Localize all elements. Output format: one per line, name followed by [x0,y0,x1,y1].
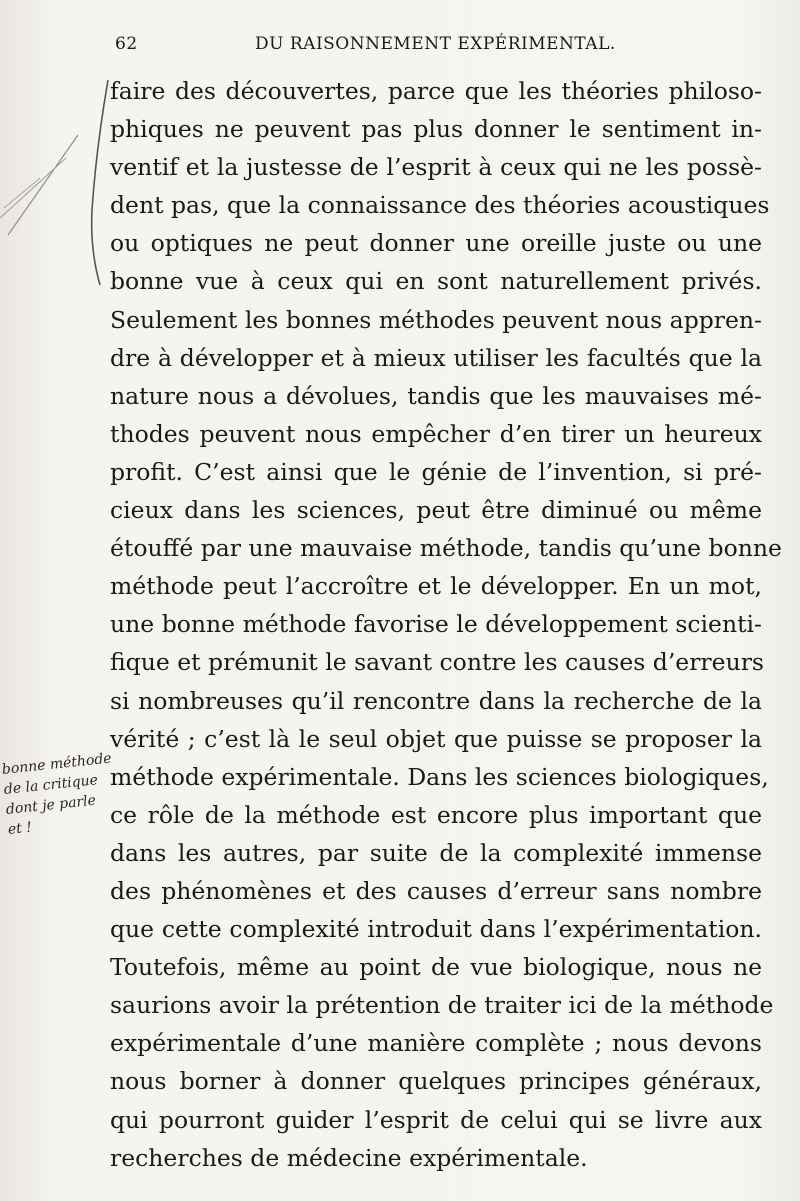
pencil-marks [0,60,120,290]
margin-note-line: et ! [7,819,33,838]
text-line: cieux dans les sciences, peut être diminué ou même [110,496,762,525]
text-line: si nombreuses qu’il rencontre dans la recherche de la [110,686,762,715]
page-header [115,34,760,58]
text-line: fique et prémunit le savant contre les causes d’erreurs [110,648,764,677]
text-line: phiques ne peuvent pas plus donner le sentiment in- [110,115,762,144]
text-line: nature nous a dévolues, tandis que les mauvaises mé- [110,381,762,410]
text-line: étouffé par une mauvaise méthode, tandis qu’une bonne [110,534,782,563]
text-line: dans les autres, par suite de la complexité immense [110,838,762,867]
text-line: ou optiques ne peut donner une oreille juste ou une [110,229,762,258]
text-line: ce rôle de la méthode est encore plus important que [110,800,762,829]
text-line: Toutefois, même au point de vue biologique, nous ne [110,953,762,982]
text-line: recherches de médecine expérimentale. [110,1143,588,1172]
text-line: méthode peut l’accroître et le développer. En un mot, [110,572,762,601]
text-line: profit. C’est ainsi que le génie de l’invention, si pré- [110,457,762,486]
page-number: 62 [115,34,138,54]
text-line: saurions avoir la prétention de traiter ici de la méthode [110,991,774,1020]
text-line: bonne vue à ceux qui en sont naturellement privés. [110,267,762,296]
text-line: que cette complexité introduit dans l’expérimentation. [110,915,762,944]
text-line: thodes peuvent nous empêcher d’en tirer un heureux [110,419,762,448]
text-line: qui pourront guider l’esprit de celui qui se livre aux [110,1105,762,1134]
text-line: nous borner à donner quelques principes généraux, [110,1067,762,1096]
text-line: vérité ; c’est là le seul objet que puisse se proposer la [110,724,762,753]
margin-note-line: dont je parle [5,792,97,818]
text-line: Seulement les bonnes méthodes peuvent nous appren- [110,305,762,334]
margin-note-line: de la critique [3,772,99,798]
text-line: une bonne méthode favorise le développement scienti- [110,610,762,639]
text-line: dre à développer et à mieux utiliser les facultés que la [110,343,762,372]
running-head: DU RAISONNEMENT EXPÉRIMENTAL. [255,34,616,54]
text-line: dent pas, que la connaissance des théories acoustiques [110,191,770,220]
handwritten-margin-note [0,742,113,842]
text-line: des phénomènes et des causes d’erreur sans nombre [110,876,762,905]
text-line: faire des découvertes, parce que les théories philoso- [110,77,762,105]
body-text [110,72,782,1177]
text-line: méthode expérimentale. Dans les sciences biologiques, [110,762,769,791]
text-line: expérimentale d’une manière complète ; nous devons [110,1029,762,1058]
margin-note-line: bonne méthode [1,750,113,778]
text-line: ventif et la justesse de l’esprit à ceux qui ne les possè- [110,153,762,182]
